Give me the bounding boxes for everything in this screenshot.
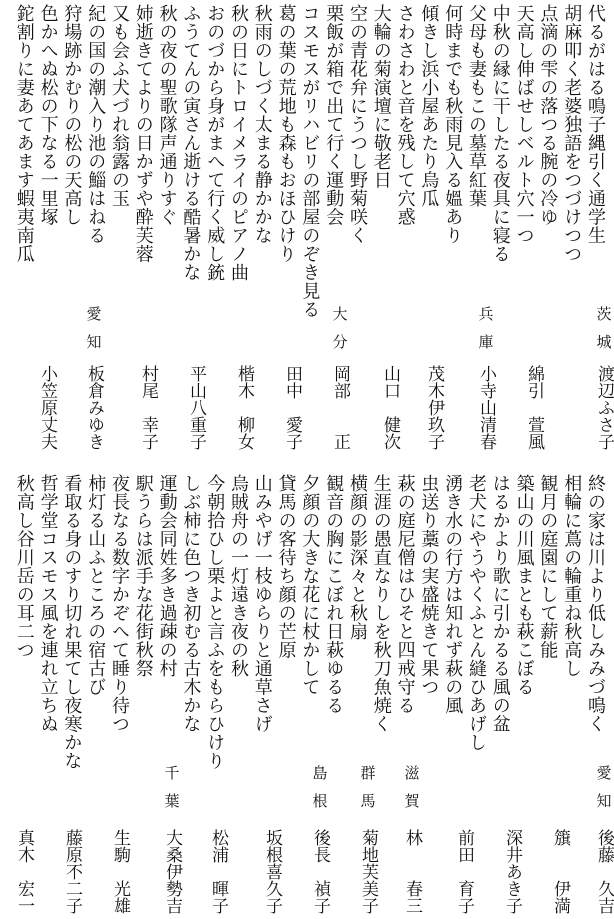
prefecture-label: 庫 — [478, 333, 494, 351]
prefecture-label: 賀 — [404, 792, 420, 810]
author-name: 前田 育子 — [454, 829, 474, 914]
author-name: 田中 愛子 — [282, 365, 302, 450]
prefecture-label: 分 — [332, 333, 348, 351]
author-name: 後藤 久吉 — [594, 829, 614, 914]
prefecture-label: 兵 — [478, 305, 494, 323]
author-name: 生駒 光雄 — [110, 829, 130, 914]
author-name: 小笠原丈夫 — [37, 365, 57, 450]
haiku-column: 紀の国の潮入り池の鯔はねる — [85, 4, 107, 245]
author-name: 後長 禎子 — [310, 829, 330, 914]
author-name: 綿引 萱風 — [524, 365, 544, 450]
prefecture-label: 知 — [86, 333, 102, 351]
haiku-column: 父母も妻もこの墓草紅葉 — [466, 4, 487, 208]
haiku-column: 観月の庭園にして薪能 — [537, 474, 559, 659]
haiku-column: 葛の葉の荒地も森もおほひけり — [275, 4, 297, 263]
haiku-column: 老犬にやうやくふとん縫ひあげし — [466, 474, 487, 752]
author-name: 松浦 暉子 — [208, 829, 228, 914]
author-name: 林 春三 — [402, 829, 422, 914]
haiku-column: 天高し伸ばせしベルト穴一つ — [513, 4, 535, 245]
author-name: 籏 伊満 — [550, 829, 570, 914]
haiku-column: 点滴の雫の落つる腕の冷ゆ — [537, 4, 559, 226]
prefecture-label: 根 — [312, 792, 328, 810]
author-name: 板倉みゆき — [84, 365, 104, 450]
haiku-column: 狩場跡かむりの松の天高し — [61, 4, 83, 226]
haiku-column: 秋雨のしづく太まる静かかな — [251, 4, 273, 245]
haiku-column: 秋高し谷川岳の耳二つ — [13, 474, 35, 659]
haiku-column: 萩の庭尼僧はひそと四戒守る — [394, 474, 416, 715]
prefecture-label: 馬 — [360, 792, 376, 810]
haiku-column: 大輪の菊演壇に敬老日 — [370, 4, 392, 189]
haiku-column: さわさわと音を残して穴惑 — [394, 4, 416, 226]
haiku-column: 今朝拾ひし栗よと言ふをもらひけり — [204, 474, 226, 770]
haiku-column: 貸馬の客待ち顔の芒原 — [275, 474, 297, 659]
prefecture-label: 愛 — [596, 764, 612, 782]
author-name: 菊地芙美子 — [358, 829, 378, 914]
haiku-column: 何時までも秋雨見入る媼あり — [442, 4, 464, 245]
prefecture-label: 愛 — [86, 305, 102, 323]
haiku-column: 代るがはる鳴子縄引く通学生 — [585, 4, 606, 245]
author-name: 渡辺ふさ子 — [594, 365, 614, 450]
haiku-column: 烏賊舟の一灯遠き夜の秋 — [228, 474, 249, 678]
author-name: 大桑伊勢吉 — [162, 829, 182, 914]
author-name: 深井あき子 — [502, 829, 522, 914]
haiku-column: 看取る身のすり切れ果てし夜寒かな — [61, 474, 83, 770]
prefecture-label: 千 — [164, 764, 180, 782]
haiku-column: 傾きし浜小屋あたり烏瓜 — [418, 4, 440, 208]
author-name: 岡部 正 — [330, 365, 350, 450]
haiku-column: コスモスがリハビリの部屋のぞき見る — [299, 4, 321, 319]
haiku-column: 相輪に蔦の輪重ね秋高し — [561, 474, 583, 678]
haiku-column: はるかより歌に引かるる風の盆 — [489, 474, 511, 733]
haiku-column: 色かへぬ松の下なる一里塚 — [37, 4, 59, 226]
author-name: 平山八重子 — [186, 365, 206, 450]
haiku-column: 胡麻叩く老婆独語をつづけつつ — [561, 4, 583, 263]
author-name: 村尾 幸子 — [138, 365, 158, 450]
author-name: 小寺山清春 — [476, 365, 496, 450]
haiku-column: 鉈割りに妻あてあます蝦夷南瓜 — [13, 4, 35, 263]
haiku-column: 夕顔の大きな花に杖かして — [299, 474, 321, 696]
prefecture-label: 城 — [596, 333, 612, 351]
haiku-column: 哲学堂コスモス風を連れ立ちぬ — [37, 474, 59, 733]
haiku-column: ふうてんの寅さん逝ける酷暑かな — [180, 4, 202, 282]
haiku-column: 横顔の影深々と秋扇 — [347, 474, 368, 641]
haiku-column: 湧き水の行方は知れず萩の風 — [442, 474, 464, 715]
author-name: 藤原不二子 — [62, 829, 82, 914]
author-name: 茂木伊玖子 — [424, 365, 444, 450]
haiku-column: 夜長なる数字かぞへて睡り待つ — [109, 474, 130, 733]
haiku-column: 山みやげ一枝ゆらりと通草さげ — [251, 474, 273, 733]
haiku-column: 秋の夜の聖歌隊声通りすぐ — [156, 4, 178, 226]
haiku-column: 柿灯る山ふところの宿古び — [85, 474, 107, 696]
prefecture-label: 群 — [360, 764, 376, 782]
prefecture-label: 大 — [332, 305, 348, 323]
haiku-column: おのづから身がまへて行く威し銃 — [204, 4, 226, 282]
haiku-column: 又も会ふ犬づれ翁露の玉 — [109, 4, 130, 208]
prefecture-label: 葉 — [164, 792, 180, 810]
haiku-column: 空の青花弁にうつし野菊咲く — [347, 4, 368, 245]
author-name: 坂根喜久子 — [262, 829, 282, 914]
haiku-column: 終の家は川より低しみみづ鳴く — [585, 474, 606, 733]
haiku-column: 駅うらは派手な花街秋祭 — [132, 474, 154, 678]
haiku-column: 観音の胸にこぼれ日萩ゆるる — [323, 474, 345, 715]
haiku-column: 中秋の縁に干したる夜具に寝る — [489, 4, 511, 263]
haiku-column: 栗飯が箱で出て行く運動会 — [323, 4, 345, 226]
haiku-column: 秋の日にトロイメライのピアノ曲 — [228, 4, 249, 282]
prefecture-label: 知 — [596, 792, 612, 810]
prefecture-label: 茨 — [596, 305, 612, 323]
haiku-column: 姉逝きてよりの日かずや酔芙蓉 — [132, 4, 154, 263]
prefecture-label: 滋 — [404, 764, 420, 782]
haiku-column: しぶ柿に色つき初むる古木かな — [180, 474, 202, 733]
haiku-column: 生涯の愚直なりしを秋刀魚焼く — [370, 474, 392, 733]
author-name: 楷木 柳女 — [234, 365, 254, 450]
haiku-column: 運動会同姓多き過疎の村 — [156, 474, 178, 678]
haiku-column: 虫送り藁の実盛焼きて果つ — [418, 474, 440, 696]
author-name: 真木 宏一 — [14, 829, 34, 914]
author-name: 山口 健次 — [380, 365, 400, 450]
prefecture-label: 島 — [312, 764, 328, 782]
haiku-column: 築山の川風まとも萩こぼる — [513, 474, 535, 696]
